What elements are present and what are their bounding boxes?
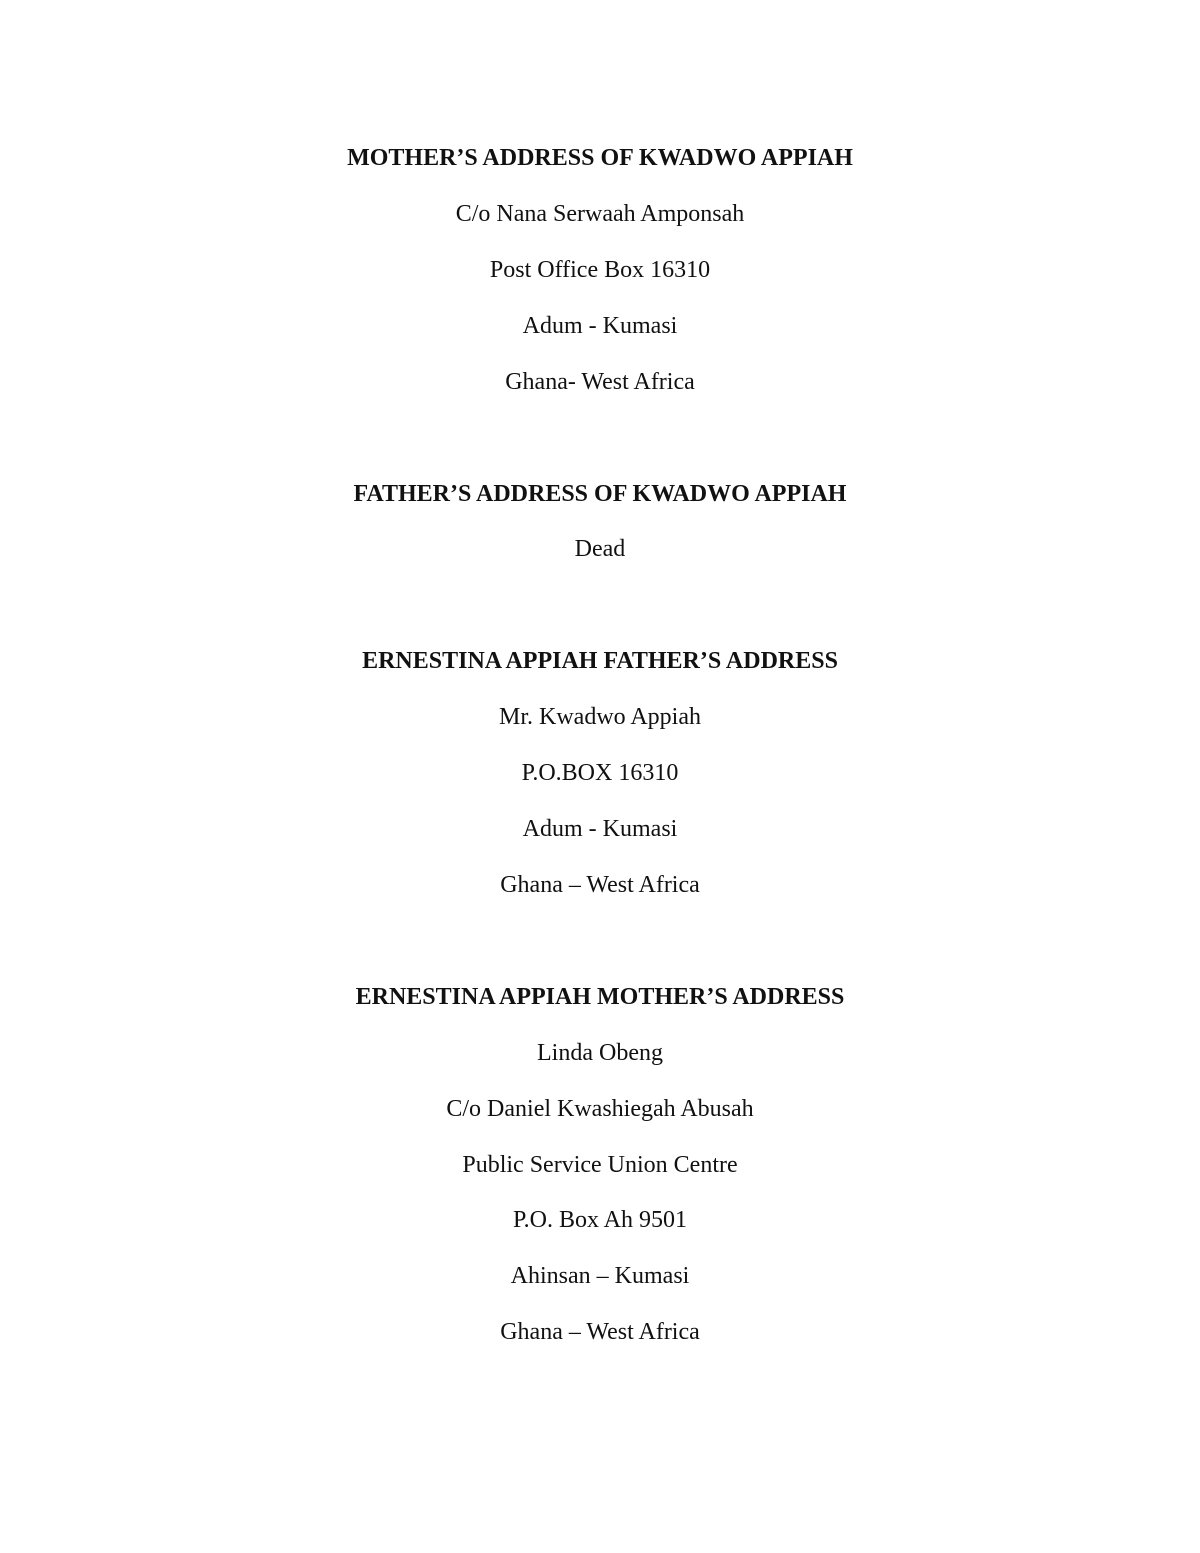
address-line: Post Office Box 16310	[489, 257, 711, 283]
section-heading-ernestina-mother: ERNESTINA APPIAH MOTHER’S ADDRESS	[355, 984, 845, 1010]
address-line: P.O. Box Ah 9501	[512, 1207, 688, 1233]
section-heading-father-of-kwadwo: FATHER’S ADDRESS OF KWADWO APPIAH	[353, 481, 847, 507]
address-line: Adum - Kumasi	[522, 816, 678, 842]
address-line: Ahinsan – Kumasi	[510, 1263, 690, 1289]
address-line: Ghana- West Africa	[505, 369, 695, 395]
section-heading-ernestina-father: ERNESTINA APPIAH FATHER’S ADDRESS	[362, 648, 838, 674]
address-line: C/o Nana Serwaah Amponsah	[455, 201, 745, 227]
section-heading-mother-of-kwadwo: MOTHER’S ADDRESS OF KWADWO APPIAH	[347, 145, 853, 171]
address-line: Public Service Union Centre	[462, 1152, 738, 1178]
address-line: C/o Daniel Kwashiegah Abusah	[446, 1096, 754, 1122]
address-line: Mr. Kwadwo Appiah	[499, 704, 701, 730]
address-line: Linda Obeng	[537, 1040, 663, 1066]
address-line: Adum - Kumasi	[522, 313, 678, 339]
address-line: P.O.BOX 16310	[521, 760, 679, 786]
address-line: Dead	[574, 536, 626, 562]
address-line: Ghana – West Africa	[500, 1319, 700, 1345]
address-line: Ghana – West Africa	[500, 872, 700, 898]
